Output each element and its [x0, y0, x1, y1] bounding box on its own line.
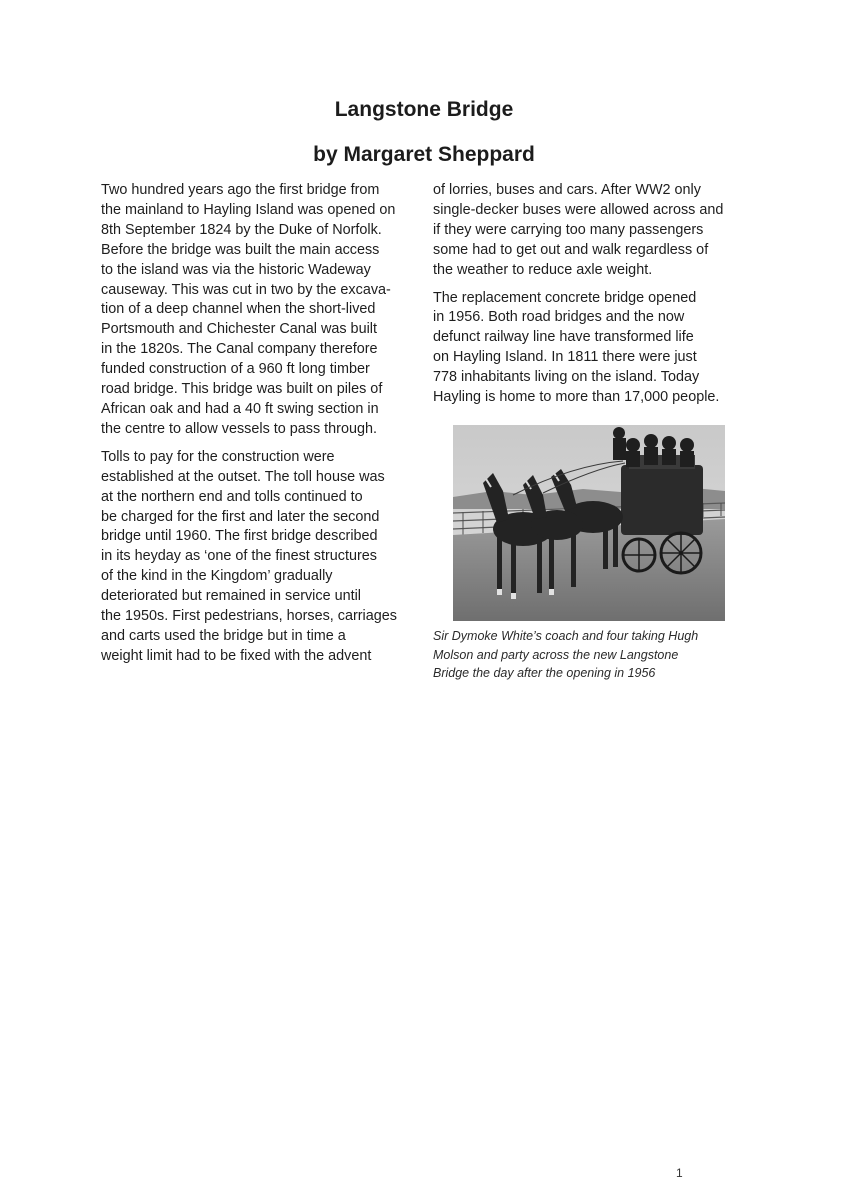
text-line: Two hundred years ago the first bridge from — [101, 182, 380, 198]
text-line: Hayling is home to more than 17,000 people. — [433, 389, 720, 406]
text-line: Molson and party across the new Langstone — [433, 647, 679, 662]
text-line: causeway. This was cut in two by the excava- — [101, 281, 391, 298]
photo-illustration — [453, 425, 725, 621]
text-line: African oak and had a 40 ft swing section in — [101, 400, 379, 417]
text-line: and carts used the bridge but in time a — [101, 627, 346, 644]
text-line: if they were carrying too many passengers — [433, 221, 704, 238]
photo-caption — [433, 627, 753, 683]
text-line: in its heyday as ‘one of the finest structures — [101, 548, 377, 565]
text-line: single-decker buses were allowed across and — [433, 201, 724, 218]
text-line: road bridge. This bridge was built on piles of — [101, 381, 383, 398]
text-line: be charged for the first and later the second — [101, 508, 380, 525]
text-line: funded construction of a 960 ft long timber — [101, 361, 370, 378]
text-line: tion of a deep channel when the short-lived — [101, 301, 376, 318]
text-line: of the kind in the Kingdom’ gradually — [101, 568, 333, 585]
text-line: the mainland to Hayling Island was opened on — [101, 201, 396, 218]
text-line: of lorries, buses and cars. After WW2 only — [433, 182, 701, 198]
text-line: Tolls to pay for the construction were — [101, 448, 335, 465]
text-line: 778 inhabitants living on the island. Today — [433, 369, 700, 386]
page-number: 1 — [676, 1166, 683, 1180]
paragraph-intro — [101, 181, 426, 440]
text-line: the centre to allow vessels to pass through. — [101, 420, 377, 437]
text-line: weight limit had to be fixed with the advent — [101, 647, 372, 664]
text-line: The replacement concrete bridge opened — [433, 289, 697, 306]
text-line: 8th September 1824 by the Duke of Norfolk. — [101, 221, 382, 238]
text-line: on Hayling Island. In 1811 there were just — [433, 349, 697, 366]
text-line: defunct railway line have transformed life — [433, 329, 694, 346]
text-line: some had to get out and walk regardless of — [433, 241, 709, 258]
text-line: the weather to reduce axle weight. — [433, 261, 653, 278]
paragraph-traffic — [433, 181, 763, 281]
text-line: Before the bridge was built the main access — [101, 241, 380, 258]
right-column — [433, 181, 763, 416]
paragraph-tolls — [101, 448, 426, 667]
page-title: Langstone Bridge — [334, 98, 514, 121]
text-line: Bridge the day after the opening in 1956 — [433, 666, 656, 680]
text-line: to the island was via the historic Wadeway — [101, 261, 371, 278]
author-byline: by Margaret Sheppard — [313, 143, 535, 166]
text-line: Portsmouth and Chichester Canal was built — [101, 321, 377, 338]
text-line: bridge until 1960. The first bridge described — [101, 528, 378, 545]
text-line: Sir Dymoke White’s coach and four taking Hugh — [433, 629, 699, 643]
text-line: in 1956. Both road bridges and the now — [433, 309, 685, 326]
paragraph-replacement — [433, 289, 763, 408]
text-line: established at the outset. The toll house was — [101, 468, 385, 485]
text-line: deteriorated but remained in service until — [101, 588, 361, 605]
left-column — [101, 181, 426, 675]
text-line: in the 1820s. The Canal company therefore — [101, 341, 378, 358]
text-line: at the northern end and tolls continued to — [101, 488, 363, 505]
text-line: the 1950s. First pedestrians, horses, carriages — [101, 608, 397, 625]
coach-and-four-photo — [453, 425, 725, 621]
